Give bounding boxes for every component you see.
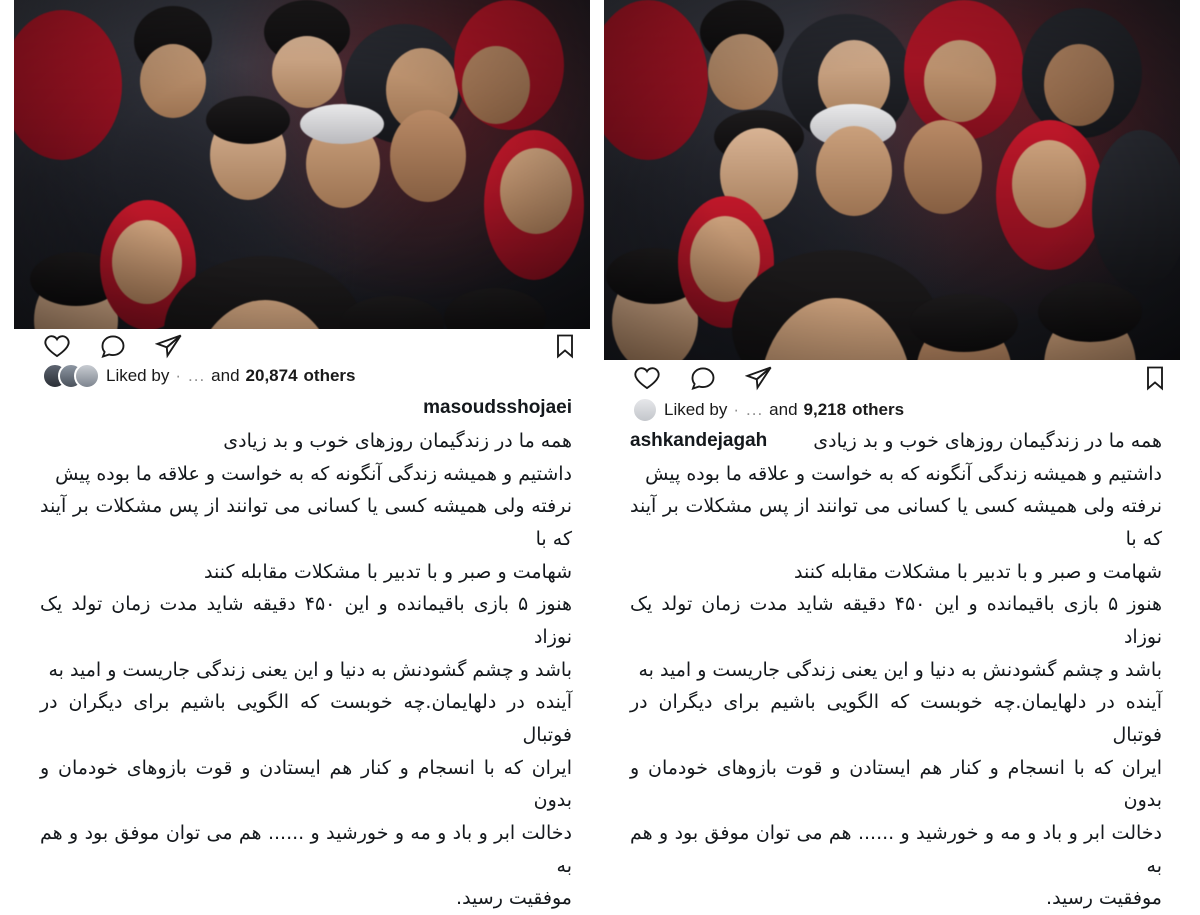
- photo-shape: [300, 104, 384, 144]
- post-username[interactable]: ashkandejagah: [630, 429, 768, 451]
- avatar-group: [632, 397, 658, 423]
- caption-line: دخالت ابر و باد و مه و خورشید و ...... هم می توان موفق بود و هم به: [630, 821, 1162, 877]
- post-action-bar-left: [14, 329, 590, 363]
- post-caption-right: [604, 423, 1180, 915]
- photo-shape: [816, 126, 892, 216]
- liked-by-suffix[interactable]: others: [303, 366, 356, 386]
- liked-by-count[interactable]: 20,874: [245, 366, 298, 386]
- instagram-post-right: [604, 0, 1180, 915]
- photo-shape: [924, 40, 996, 122]
- heart-icon[interactable]: [632, 363, 662, 393]
- liked-by-and: and: [769, 399, 798, 419]
- share-icon[interactable]: [154, 331, 184, 361]
- photo-shape: [462, 46, 530, 124]
- photo-shape: [500, 148, 572, 234]
- liked-by-row-left[interactable]: [14, 363, 590, 389]
- caption-line: همه ما در زندگیمان روزهای خوب و بد زیادی: [223, 429, 572, 452]
- photo-shape: [112, 220, 182, 304]
- photo-shape: [910, 294, 1018, 352]
- instagram-post-left: [14, 0, 590, 915]
- photo-shape: [390, 110, 466, 202]
- photo-shape: [206, 96, 290, 144]
- caption-line: باشد و چشم گشودنش به دنیا و این یعنی زندگی جاریست و امید به: [48, 658, 572, 681]
- caption-line: ایران که با انسجام و کنار هم ایستادن و قوت بازوهای خودمان و بدون: [630, 756, 1162, 812]
- caption-line: موفقیت رسید.: [456, 887, 572, 910]
- liked-by-suffix[interactable]: others: [852, 399, 905, 419]
- bookmark-icon[interactable]: [1140, 363, 1170, 393]
- post-photo-left[interactable]: [14, 0, 590, 329]
- bookmark-icon[interactable]: [550, 331, 580, 361]
- caption-line: آینده در دلهایمان.چه خوبست که الگویی باشیم برای دیگران در فوتبال: [630, 691, 1162, 746]
- post-username[interactable]: masoudsshojaei: [423, 397, 572, 419]
- comment-icon[interactable]: [688, 363, 718, 393]
- caption-line: موفقیت رسید.: [1046, 887, 1162, 910]
- photo-shape: [708, 34, 778, 110]
- liked-by-prefix: Liked by: [664, 399, 728, 419]
- caption-line: شهامت و صبر و با تدبیر با مشکلات مقابله کنند: [794, 560, 1162, 583]
- post-caption-left: [14, 389, 590, 915]
- heart-icon[interactable]: [42, 331, 72, 361]
- caption-line: دخالت ابر و باد و مه و خورشید و ...... هم می توان موفق بود و هم به: [40, 821, 572, 877]
- caption-line: ایران که با انسجام و کنار هم ایستادن و قوت بازوهای خودمان و بدون: [40, 756, 572, 812]
- post-photo-right[interactable]: [604, 0, 1180, 360]
- avatar: [74, 363, 100, 389]
- photo-shape: [272, 36, 342, 108]
- share-icon[interactable]: [744, 363, 774, 393]
- comment-icon[interactable]: [98, 331, 128, 361]
- photo-shape: [140, 44, 206, 118]
- liked-by-prefix: Liked by: [106, 366, 170, 386]
- caption-line: هنوز ۵ بازی باقیمانده و این ۴۵۰ دقیقه شاید مدت زمان تولد یک نوزاد: [40, 593, 572, 648]
- avatar: [632, 397, 658, 423]
- liked-by-ellipsis: ...: [188, 366, 206, 386]
- photo-shape: [1044, 44, 1114, 126]
- avatar-group: [42, 363, 100, 389]
- caption-line: هنوز ۵ بازی باقیمانده و این ۴۵۰ دقیقه شاید مدت زمان تولد یک نوزاد: [630, 593, 1162, 648]
- caption-line: همه ما در زندگیمان روزهای خوب و بد زیادی: [813, 429, 1162, 452]
- caption-line: شهامت و صبر و با تدبیر با مشکلات مقابله کنند: [204, 560, 572, 583]
- photo-shape: [1038, 282, 1142, 342]
- liked-by-ellipsis: ...: [746, 399, 764, 419]
- caption-line: داشتیم و همیشه زندگی آنگونه که به خواست و علاقه ما بوده پیش: [645, 462, 1162, 485]
- photo-shape: [1092, 130, 1180, 290]
- caption-line: داشتیم و همیشه زندگی آنگونه که به خواست و علاقه ما بوده پیش: [55, 462, 572, 485]
- caption-line: باشد و چشم گشودنش به دنیا و این یعنی زندگی جاریست و امید به: [638, 658, 1162, 681]
- caption-line: آینده در دلهایمان.چه خوبست که الگویی باشیم برای دیگران در فوتبال: [40, 691, 572, 746]
- liked-by-and: and: [211, 366, 240, 386]
- photo-shape: [904, 120, 982, 214]
- liked-by-row-right[interactable]: [604, 397, 1180, 423]
- caption-line: نرفته ولی همیشه کسی یا کسانی می توانند از پس مشکلات بر آیند که با: [40, 495, 572, 550]
- liked-by-hidden-names: ·: [175, 366, 182, 386]
- post-action-bar-right: [604, 360, 1180, 397]
- liked-by-count[interactable]: 9,218: [803, 399, 847, 419]
- caption-line: نرفته ولی همیشه کسی یا کسانی می توانند از پس مشکلات بر آیند که با: [630, 495, 1162, 550]
- photo-shape: [1012, 140, 1086, 228]
- liked-by-hidden-names: ·: [733, 399, 740, 419]
